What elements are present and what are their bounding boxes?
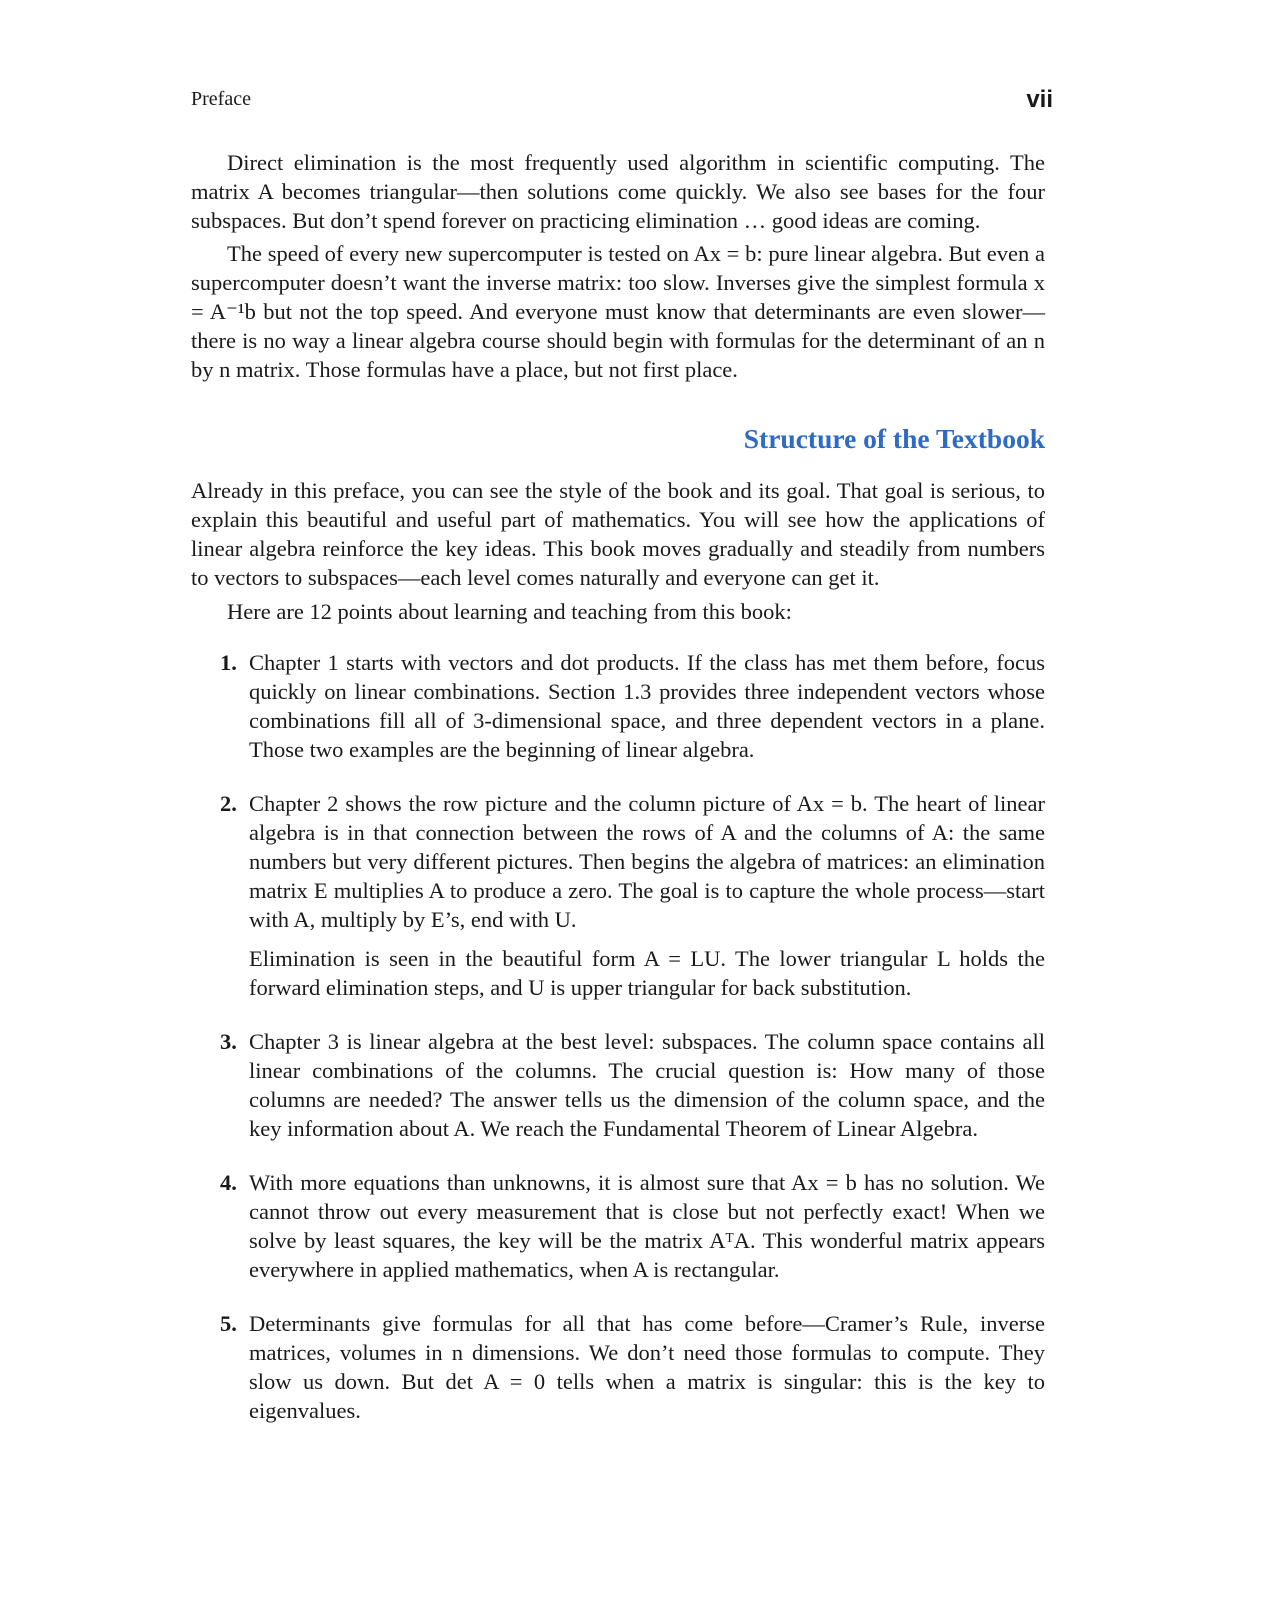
intro-paragraph-supercomputer: The speed of every new supercomputer is tested on Ax = b: pure linear algebra. But even a supercomputer doesn’t want the inverse matrix: too slow. Inverses give the simplest formula x = A⁻¹b but not the top speed. And everyone must know that determinants are even slower—there is no way a linear algebra course should begin with formulas for the determinant of an n by n matrix. Those formulas have a place, but not first place. [191,241,1045,382]
list-item-number: 5. [220,1311,237,1336]
list-item-text: With more equations than unknowns, it is almost sure that Ax = b has no solution. We cannot throw out every measurement that is close but not perfectly exact! When we solve by least squares, the key will be the matrix AᵀA. This wonderful matrix appears everywhere in applied mathematics, when A is rectangular. [249,1170,1045,1282]
list-item-text: Chapter 3 is linear algebra at the best level: subspaces. The column space contains all linear combinations of the columns. The crucial question is: How many of those columns are needed? The answer tells us the dimension of the column space, and the key information about A. We reach the Fundamental Theorem of Linear Algebra. [249,1029,1045,1141]
list-item [191,1168,1045,1284]
points-list [191,648,1045,1425]
section-intro-paragraph: Already in this preface, you can see the style of the book and its goal. That goal is serious, to explain this beautiful and useful part of mathematics. You will see how the applications of linear algebra reinforce the key ideas. This book moves gradually and steadily from numbers to vectors to subspaces—each level comes naturally and everyone can get it. [191,478,1045,590]
list-item-followup: Elimination is seen in the beautiful form A = LU. The lower triangular L holds the forward elimination steps, and U is upper triangular for back substitution. [249,946,1045,1000]
list-item-text: Chapter 2 shows the row picture and the column picture of Ax = b. The heart of linear algebra is in that connection between the rows of A and the columns of A: the same numbers but very different pictures. Then begins the algebra of matrices: an elimination matrix E multiplies A to produce a zero. The goal is to capture the whole process—start with A, multiply by E’s, end with U. [249,791,1045,932]
list-item-number: 2. [220,791,237,816]
page-number: vii [1026,86,1053,113]
section-lead-paragraph: Here are 12 points about learning and teaching from this book: [227,599,792,624]
section-title: Structure of the Textbook [743,423,1045,454]
list-item [191,1027,1045,1143]
list-item [191,1309,1045,1425]
running-head: Preface [191,88,251,110]
intro-paragraph-elimination: Direct elimination is the most frequently used algorithm in scientific computing. The matrix A becomes triangular—then solutions come quickly. We also see bases for the four subspaces. But don’t spend forever on practicing elimination … good ideas are coming. [191,150,1045,233]
list-item [191,789,1045,1002]
list-item-text: Determinants give formulas for all that has come before—Cramer’s Rule, inverse matrices, volumes in n dimensions. We don’t need those formulas to compute. They slow us down. But det A = 0 tells when a matrix is singular: this is the key to eigenvalues. [249,1311,1045,1423]
page-header [191,86,1053,116]
list-item-number: 4. [220,1170,237,1195]
list-item [191,648,1045,764]
page-body [191,148,1045,1450]
list-item-text: Chapter 1 starts with vectors and dot products. If the class has met them before, focus quickly on linear combinations. Section 1.3 provides three independent vectors whose combinations fill all of 3-dimensional space, and three dependent vectors in a plane. Those two examples are the beginning of linear algebra. [249,650,1045,762]
list-item-number: 3. [220,1029,237,1054]
list-item-number: 1. [220,650,237,675]
